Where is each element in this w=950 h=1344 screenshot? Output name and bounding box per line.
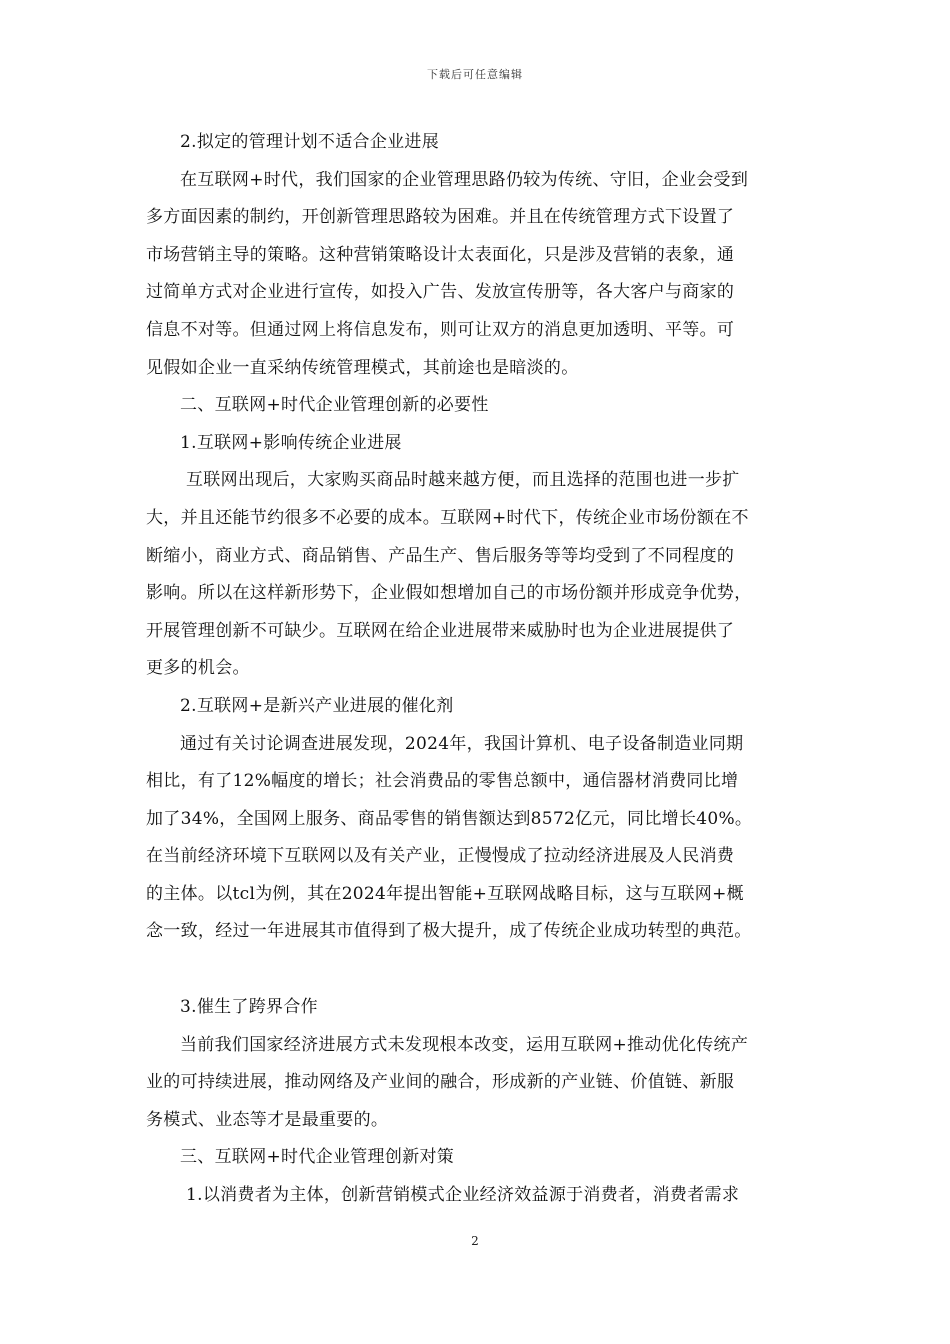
document-body [146, 124, 810, 1215]
paragraph-line: 信息不对等。但通过网上将信息发布，则可让双方的消息更加透明、平等。可 [146, 319, 735, 340]
blank-line [146, 951, 810, 989]
paragraph-line: 互联网出现后，大家购买商品时越来越方便，而且选择的范围也进一步扩 [186, 470, 740, 491]
paragraph-line: 在当前经济环境下互联网以及有关产业，正慢慢成了拉动经济进展及人民消费 [146, 846, 735, 867]
download-note: 下载后可任意编辑 [427, 68, 523, 81]
paragraph-line: 见假如企业一直采纳传统管理模式，其前途也是暗淡的。 [146, 357, 579, 378]
subheading: 3.催生了跨界合作 [180, 997, 318, 1018]
paragraph-line: 在互联网+时代，我们国家的企业管理思路仍较为传统、守旧，企业会受到 [180, 169, 749, 190]
paragraph-line: 1.以消费者为主体，创新营销模式企业经济效益源于消费者，消费者需求 [186, 1185, 740, 1206]
paragraph-line: 断缩小，商业方式、商品销售、产品生产、售后服务等等均受到了不同程度的 [146, 545, 735, 566]
section-heading: 三、互联网+时代企业管理创新对策 [180, 1147, 455, 1168]
paragraph-line: 的主体。以tcl为例，其在2024年提出智能+互联网战略目标，这与互联网+概 [146, 883, 744, 904]
paragraph-line: 加了34%，全国网上服务、商品零售的销售额达到8572亿元，同比增长40%。 [146, 808, 753, 829]
paragraph-line: 相比，有了12%幅度的增长；社会消费品的零售总额中，通信器材消费同比增 [146, 771, 739, 792]
paragraph [146, 162, 810, 388]
paragraph-line: 务模式、业态等才是最重要的。 [146, 1109, 389, 1130]
subheading: 2.互联网+是新兴产业进展的催化剂 [180, 695, 454, 716]
paragraph-line: 念一致，经过一年进展其市值得到了极大提升，成了传统企业成功转型的典范。 [146, 921, 752, 942]
paragraph-line: 当前我们国家经济进展方式未发现根本改变，运用互联网+推动优化传统产 [180, 1034, 749, 1055]
subheading: 2.拟定的管理计划不适合企业进展 [180, 132, 440, 152]
paragraph-line: 多方面因素的制约，开创新管理思路较为困难。并且在传统管理方式下设置了 [146, 207, 735, 228]
paragraph-line: 业的可持续进展，推动网络及产业间的融合，形成新的产业链、价值链、新服 [146, 1072, 735, 1093]
subheading: 1.互联网+影响传统企业进展 [180, 432, 402, 453]
paragraph-line: 影响。所以在这样新形势下，企业假如想增加自己的市场份额并形成竞争优势， [146, 583, 752, 604]
paragraph-line: 市场营销主导的策略。这种营销策略设计太表面化，只是涉及营销的表象，通 [146, 244, 735, 265]
paragraph-line: 开展管理创新不可缺少。互联网在给企业进展带来威胁时也为企业进展提供了 [146, 620, 735, 641]
paragraph-line: 大，并且还能节约很多不必要的成本。互联网+时代下，传统企业市场份额在不 [146, 507, 749, 528]
paragraph [146, 726, 810, 952]
page-number: 2 [471, 1234, 479, 1248]
paragraph [146, 462, 810, 688]
paragraph-line: 更多的机会。 [146, 658, 250, 679]
paragraph [146, 1027, 810, 1140]
paragraph-line: 过简单方式对企业进行宣传，如投入广告、发放宣传册等，各大客户与商家的 [146, 282, 735, 303]
paragraph-line: 通过有关讨论调查进展发现，2024年，我国计算机、电子设备制造业同期 [180, 733, 744, 754]
section-heading: 二、互联网+时代企业管理创新的必要性 [180, 395, 489, 416]
